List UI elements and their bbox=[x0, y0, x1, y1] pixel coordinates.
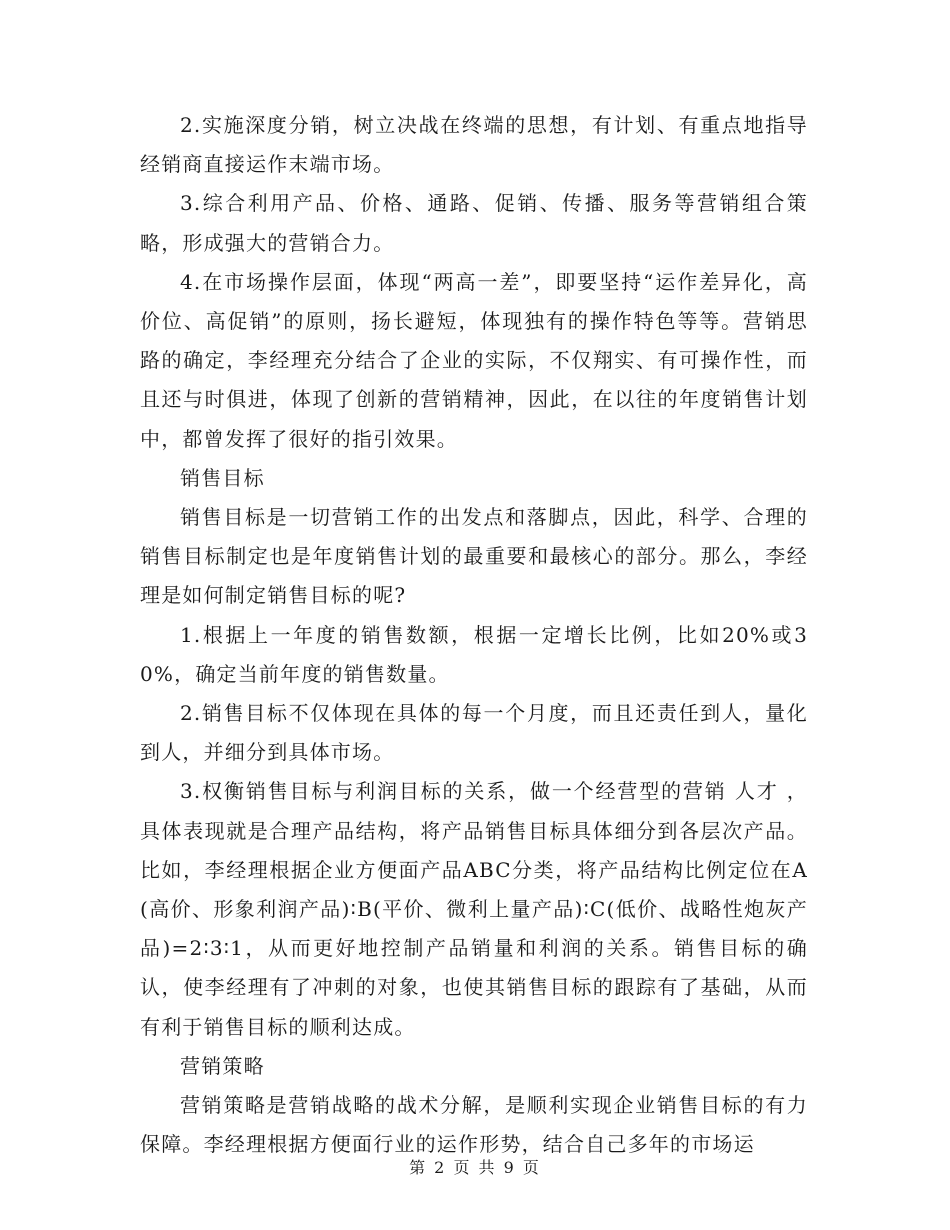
paragraph-sales-target-intro: 销售目标是一切营销工作的出发点和落脚点，因此，科学、合理的销售目标制定也是年度销售计划的最重要和最核心的部分。那么，李经理是如何制定销售目标的呢? bbox=[140, 505, 808, 608]
footer-total-pages: 9 bbox=[503, 1158, 516, 1177]
footer-suffix: 页 bbox=[522, 1158, 541, 1177]
footer-current-page: 2 bbox=[434, 1158, 447, 1177]
paragraph-item-2: 2.实施深度分销，树立决战在终端的思想，有计划、有重点地指导经销商直接运作末端市场。 bbox=[140, 113, 808, 177]
page-footer bbox=[0, 1155, 950, 1178]
section-heading-sales-target: 销售目标 bbox=[180, 465, 265, 490]
paragraph-marketing-strategy-intro: 营销策略是营销战略的战术分解，是顺利实现企业销售目标的有力保障。李经理根据方便面行业的运作形势，结合自己多年的市场运 bbox=[140, 1093, 808, 1157]
section-heading-marketing-strategy: 营销策略 bbox=[180, 1053, 265, 1078]
paragraph-target-item-2: 2.销售目标不仅体现在具体的每一个月度，而且还责任到人，量化到人，并细分到具体市场。 bbox=[140, 701, 808, 765]
paragraph-target-item-3: 3.权衡销售目标与利润目标的关系，做一个经营型的营销 人才 ，具体表现就是合理产品结构，将产品销售目标具体细分到各层次产品。比如，李经理根据企业方便面产品ABC分类，将产品结构比例定位在A(高价、形象利润产品)∶B(平价、微利上量产品)∶C(低价、战略性炮灰产品)=2∶3∶1，从而更好地控制产品销量和利润的关系。销售目标的确认，使李经理有了冲刺的对象，也使其销售目标的跟踪有了基础，从而有利于销售目标的顺利达成。 bbox=[140, 779, 808, 1039]
footer-middle: 页 共 bbox=[453, 1158, 497, 1177]
footer-prefix: 第 bbox=[409, 1158, 428, 1177]
paragraph-item-4: 4.在市场操作层面，体现“两高一差”，即要坚持“运作差异化，高价位、高促销”的原则，扬长避短，体现独有的操作特色等等。营销思路的确定，李经理充分结合了企业的实际，不仅翔实、有可操作性，而且还与时俱进，体现了创新的营销精神，因此，在以往的年度销售计划中，都曾发挥了很好的指引效果。 bbox=[140, 269, 808, 451]
document-body bbox=[140, 106, 808, 1164]
paragraph-item-3: 3.综合利用产品、价格、通路、促销、传播、服务等营销组合策略，形成强大的营销合力。 bbox=[140, 191, 808, 255]
paragraph-target-item-1: 1.根据上一年度的销售数额，根据一定增长比例，比如20%或30%，确定当前年度的销售数量。 bbox=[140, 622, 808, 686]
